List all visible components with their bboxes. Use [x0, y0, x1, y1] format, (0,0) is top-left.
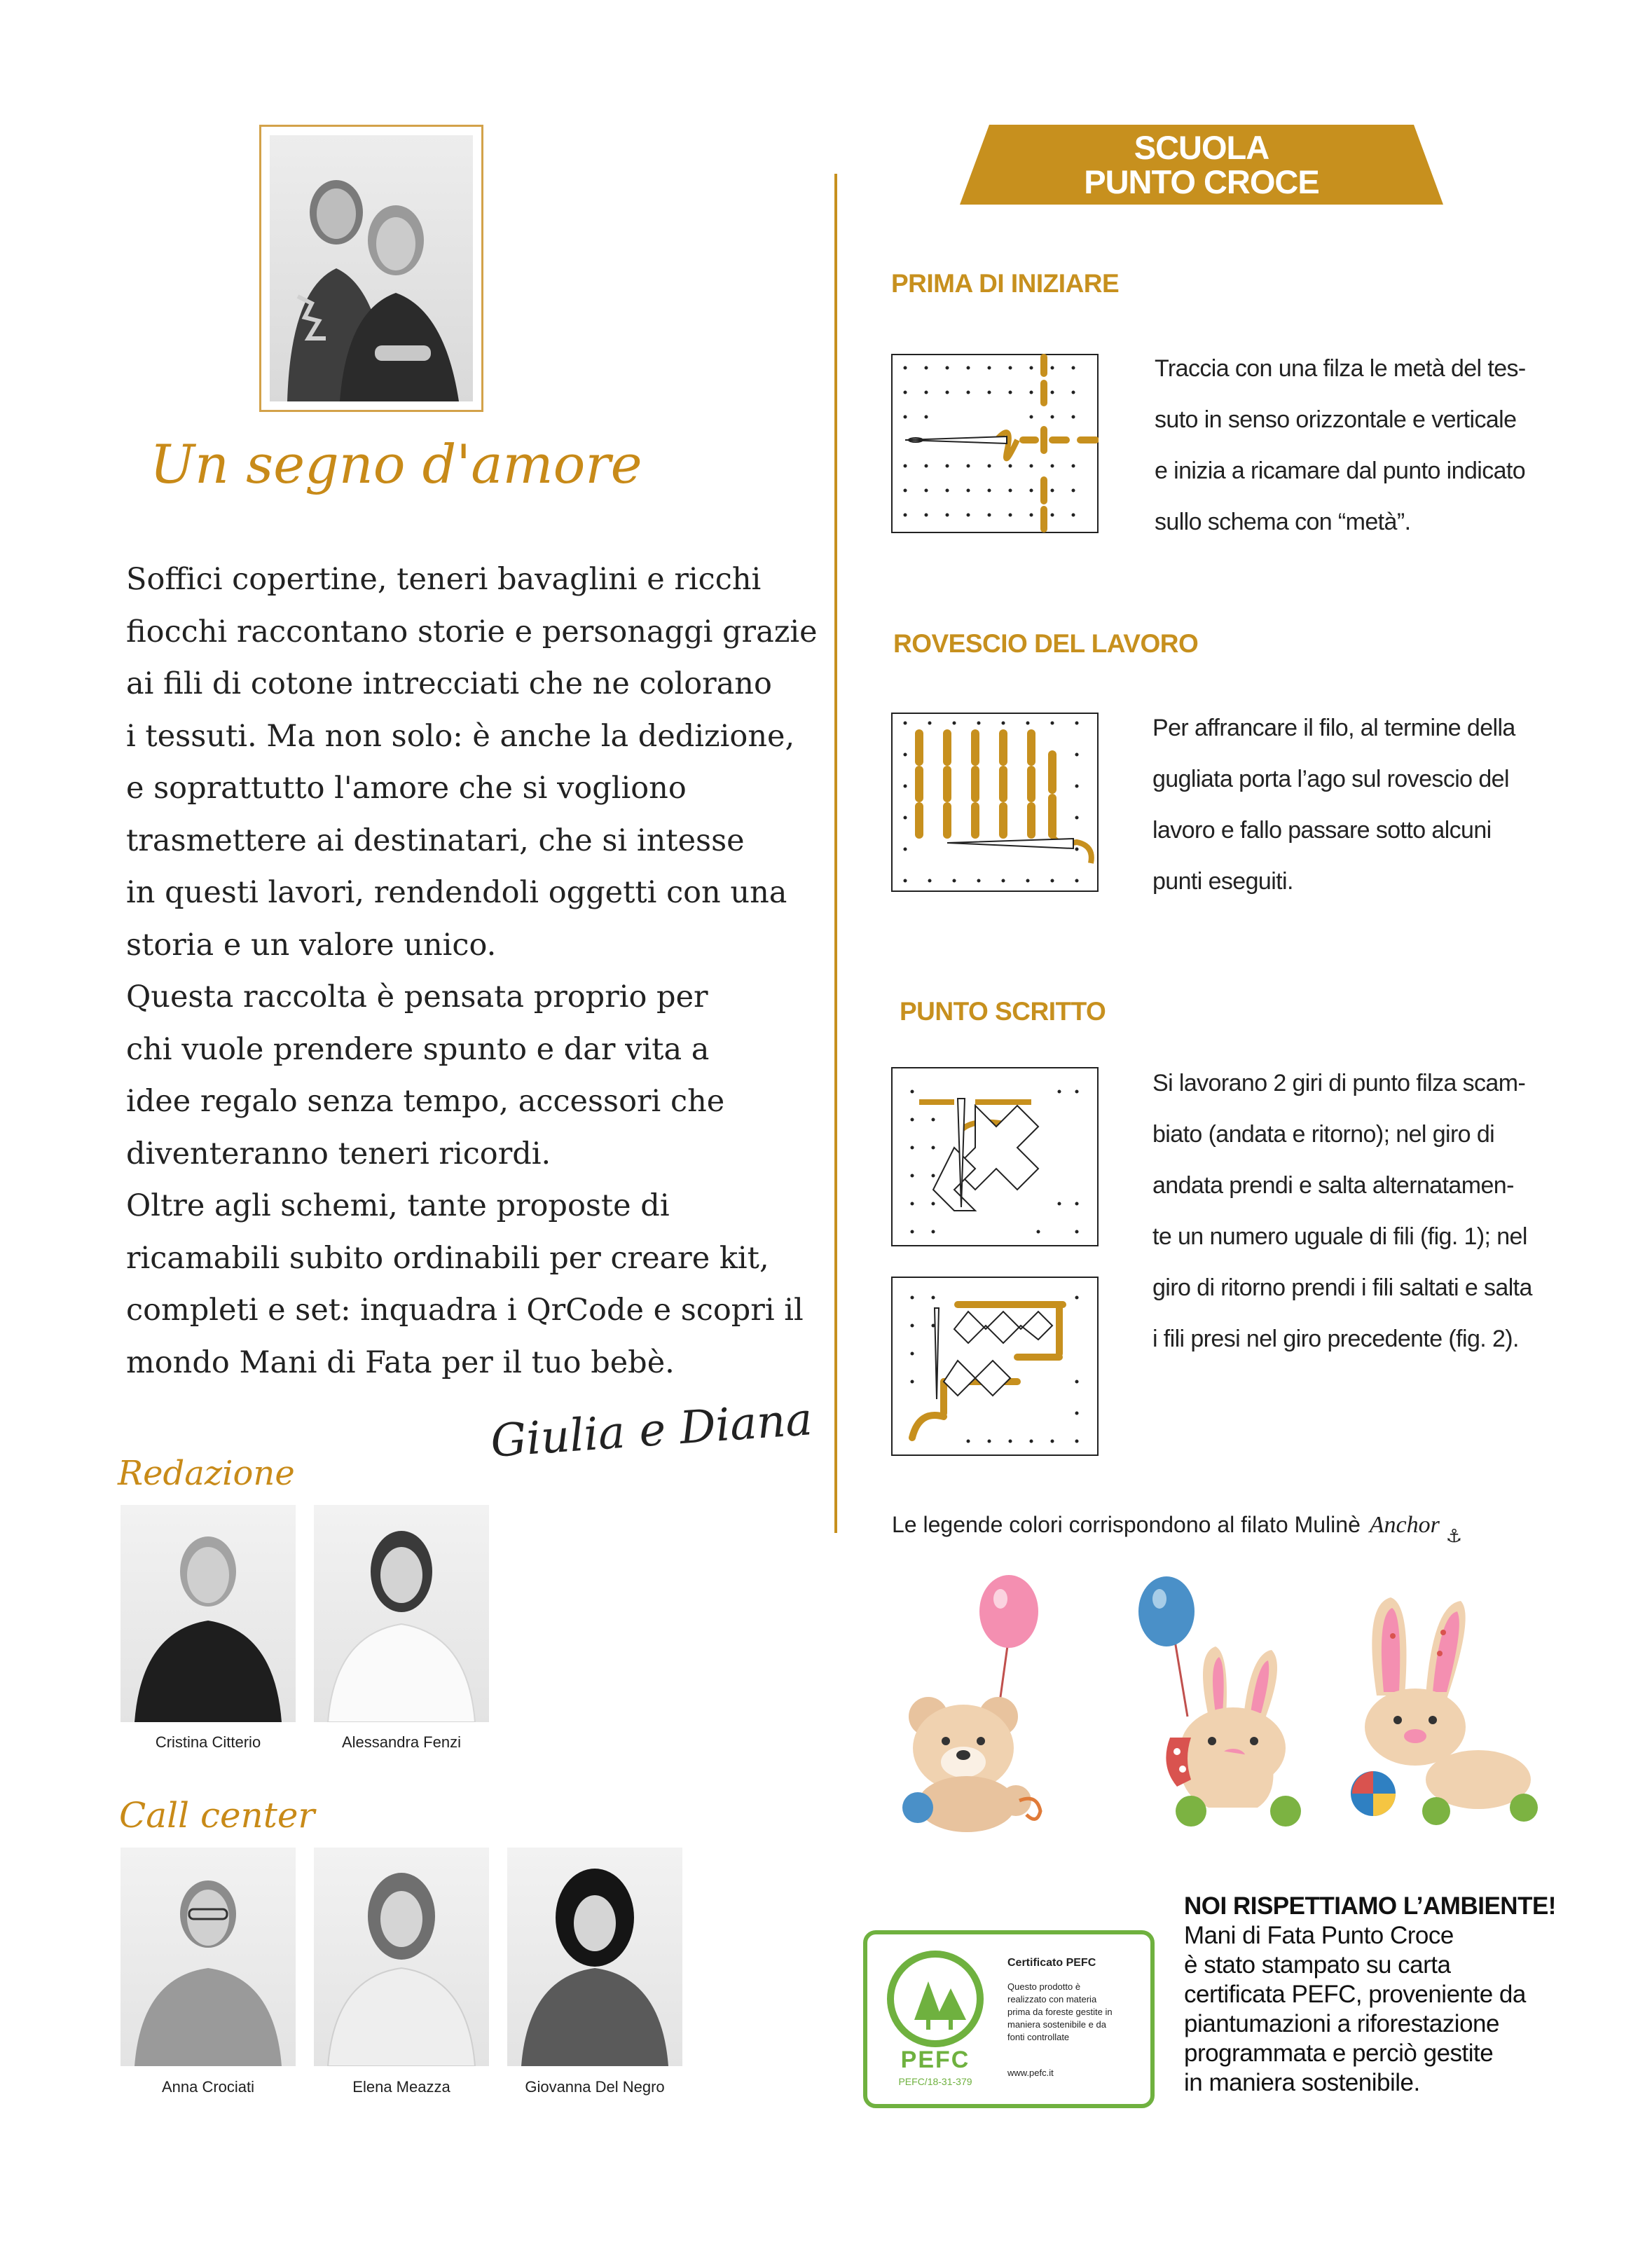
staff-name: Cristina Citterio: [155, 1733, 261, 1751]
text-line: Si lavorano 2 giri di punto filza scam-: [1152, 1070, 1526, 1096]
staff-name: Giovanna Del Negro: [525, 2078, 665, 2096]
pefc-cert-line: fonti controllate: [1007, 2032, 1070, 2042]
paragraph-line: e soprattutto l'amore che si vogliono: [126, 771, 687, 806]
diagram-prima-di-iniziare: [891, 354, 1099, 533]
banner-line: SCUOLA: [1134, 129, 1269, 166]
diagram-punto-scritto-fig1: [891, 1067, 1099, 1246]
legend-text: Le legende colori corrispondono al filato Mulinè: [892, 1512, 1361, 1537]
text-line: te un numero uguale di fili (fig. 1); nel: [1152, 1223, 1527, 1250]
text-line: andata prendi e salta alternatamen-: [1152, 1172, 1514, 1199]
section-text: [1152, 703, 1566, 907]
staff-photo: [314, 1505, 489, 1722]
redazione-heading: Redazione: [118, 1454, 295, 1493]
callcenter-heading: Call center: [119, 1795, 315, 1836]
pefc-cert-line: maniera sostenibile e da: [1007, 2019, 1106, 2030]
eco-statement: [1184, 1892, 1576, 2098]
staff-photo: [121, 1848, 296, 2066]
eco-line: Mani di Fata Punto Croce: [1184, 1922, 1454, 1949]
pefc-cert-line: Questo prodotto è: [1007, 1981, 1081, 1992]
cross-stitch-bear-balloon: [890, 1569, 1114, 1836]
text-line: Traccia con una filza le metà del tes-: [1155, 355, 1526, 382]
text-line: suto in senso orizzontale e verticale: [1155, 406, 1517, 433]
paragraph-line: Questa raccolta è pensata proprio per: [126, 979, 708, 1015]
banner-line: PUNTO CROCE: [1084, 163, 1319, 200]
section-text: [1155, 343, 1561, 548]
paragraph-line: mondo Mani di Fata per il tuo bebè.: [126, 1344, 675, 1380]
paragraph-line: completi e set: inquadra i QrCode e scopri il: [126, 1293, 804, 1328]
staff-name: Anna Crociati: [161, 2078, 255, 2096]
paragraph-line: i tessuti. Ma non solo: è anche la dedizione,: [126, 718, 795, 754]
staff-photo: [314, 1848, 489, 2066]
paragraph-line: diventeranno teneri ricordi.: [126, 1136, 551, 1171]
anchor-icon: ⚓: [1445, 1526, 1463, 1547]
staff-name: Elena Meazza: [352, 2078, 450, 2096]
eco-title: NOI RISPETTIAMO L’AMBIENTE!: [1184, 1892, 1556, 1920]
text-line: giro di ritorno prendi i fili saltati e salta: [1152, 1274, 1532, 1301]
diagram-punto-scritto-fig2: [891, 1277, 1099, 1456]
text-line: punti eseguiti.: [1152, 868, 1293, 895]
paragraph-line: chi vuole prendere spunto e dar vita a: [126, 1031, 710, 1067]
pefc-logo-text: PEFC: [900, 2047, 970, 2073]
eco-line: piantumazioni a riforestazione: [1184, 2010, 1499, 2037]
section-text: [1152, 1058, 1573, 1365]
signature: Giulia e Diana: [488, 1394, 814, 1468]
text-line: gugliata porta l’ago sul rovescio del: [1152, 766, 1509, 792]
section-title: ROVESCIO DEL LAVORO: [893, 629, 1199, 658]
cross-stitch-bunny-ball: [1338, 1569, 1562, 1836]
paragraph-line: ai fili di cotone intrecciati che ne colorano: [126, 666, 772, 701]
eco-line: programmata e perciò gestite: [1184, 2040, 1494, 2067]
paragraph-line: Oltre agli schemi, tante proposte di: [126, 1188, 670, 1223]
text-line: sullo schema con “metà”.: [1155, 509, 1411, 535]
pefc-cert-line: realizzato con materia: [1007, 1994, 1097, 2004]
paragraph-line: storia e un valore unico.: [126, 927, 497, 963]
pefc-certificate: [863, 1930, 1155, 2108]
anchor-logo: Anchor: [1369, 1512, 1440, 1538]
intro-paragraph: [126, 553, 827, 1389]
staff-name: Alessandra Fenzi: [342, 1733, 461, 1751]
paragraph-line: ricamabili subito ordinabili per creare kit,: [126, 1240, 769, 1276]
pefc-url: www.pefc.it: [1007, 2068, 1054, 2078]
paragraph-line: trasmettere ai destinatari, che si intesse: [126, 823, 745, 858]
paragraph-line: fiocchi raccontano storie e personaggi grazie: [126, 614, 818, 649]
section-banner: [960, 125, 1443, 205]
pefc-text-block: [1007, 1957, 1144, 2078]
eco-line: in maniera sostenibile.: [1184, 2069, 1420, 2096]
page-title: Un segno d'amore: [150, 433, 642, 495]
text-line: i fili presi nel giro precedente (fig. 2).: [1152, 1326, 1519, 1352]
paragraph-line: in questi lavori, rendendoli oggetti con una: [126, 875, 787, 910]
pefc-logo-block: [883, 1950, 988, 2089]
paragraph-line: idee regalo senza tempo, accessori che: [126, 1084, 725, 1119]
legend-note: [892, 1512, 1463, 1547]
text-line: e inizia a ricamare dal punto indicato: [1155, 458, 1526, 484]
column-divider: [834, 174, 837, 1533]
paragraph-line: Soffici copertine, teneri bavaglini e ricchi: [126, 562, 762, 597]
pefc-code: PEFC/18-31-379: [898, 2076, 972, 2087]
text-line: biato (andata e ritorno); nel giro di: [1152, 1121, 1495, 1148]
section-title: PUNTO SCRITTO: [900, 997, 1106, 1026]
staff-photo: [507, 1848, 682, 2066]
diagram-rovescio-del-lavoro: [891, 713, 1099, 892]
portrait-frame: [259, 125, 483, 412]
text-line: lavoro e fallo passare sotto alcuni: [1152, 817, 1492, 844]
eco-line: è stato stampato su carta: [1184, 1951, 1451, 1979]
text-line: Per affrancare il filo, al termine della: [1152, 715, 1515, 741]
pefc-cert-title: Certificato PEFC: [1007, 1957, 1096, 1969]
cross-stitch-bunny-balloon: [1121, 1569, 1345, 1836]
pefc-cert-line: prima da foreste gestite in: [1007, 2007, 1113, 2017]
portrait-photo: [270, 135, 473, 401]
staff-photo: [121, 1505, 296, 1722]
eco-line: certificata PEFC, proveniente da: [1184, 1981, 1526, 2008]
section-title: PRIMA DI INIZIARE: [891, 269, 1120, 298]
pefc-tree-icon: [883, 1950, 988, 2048]
